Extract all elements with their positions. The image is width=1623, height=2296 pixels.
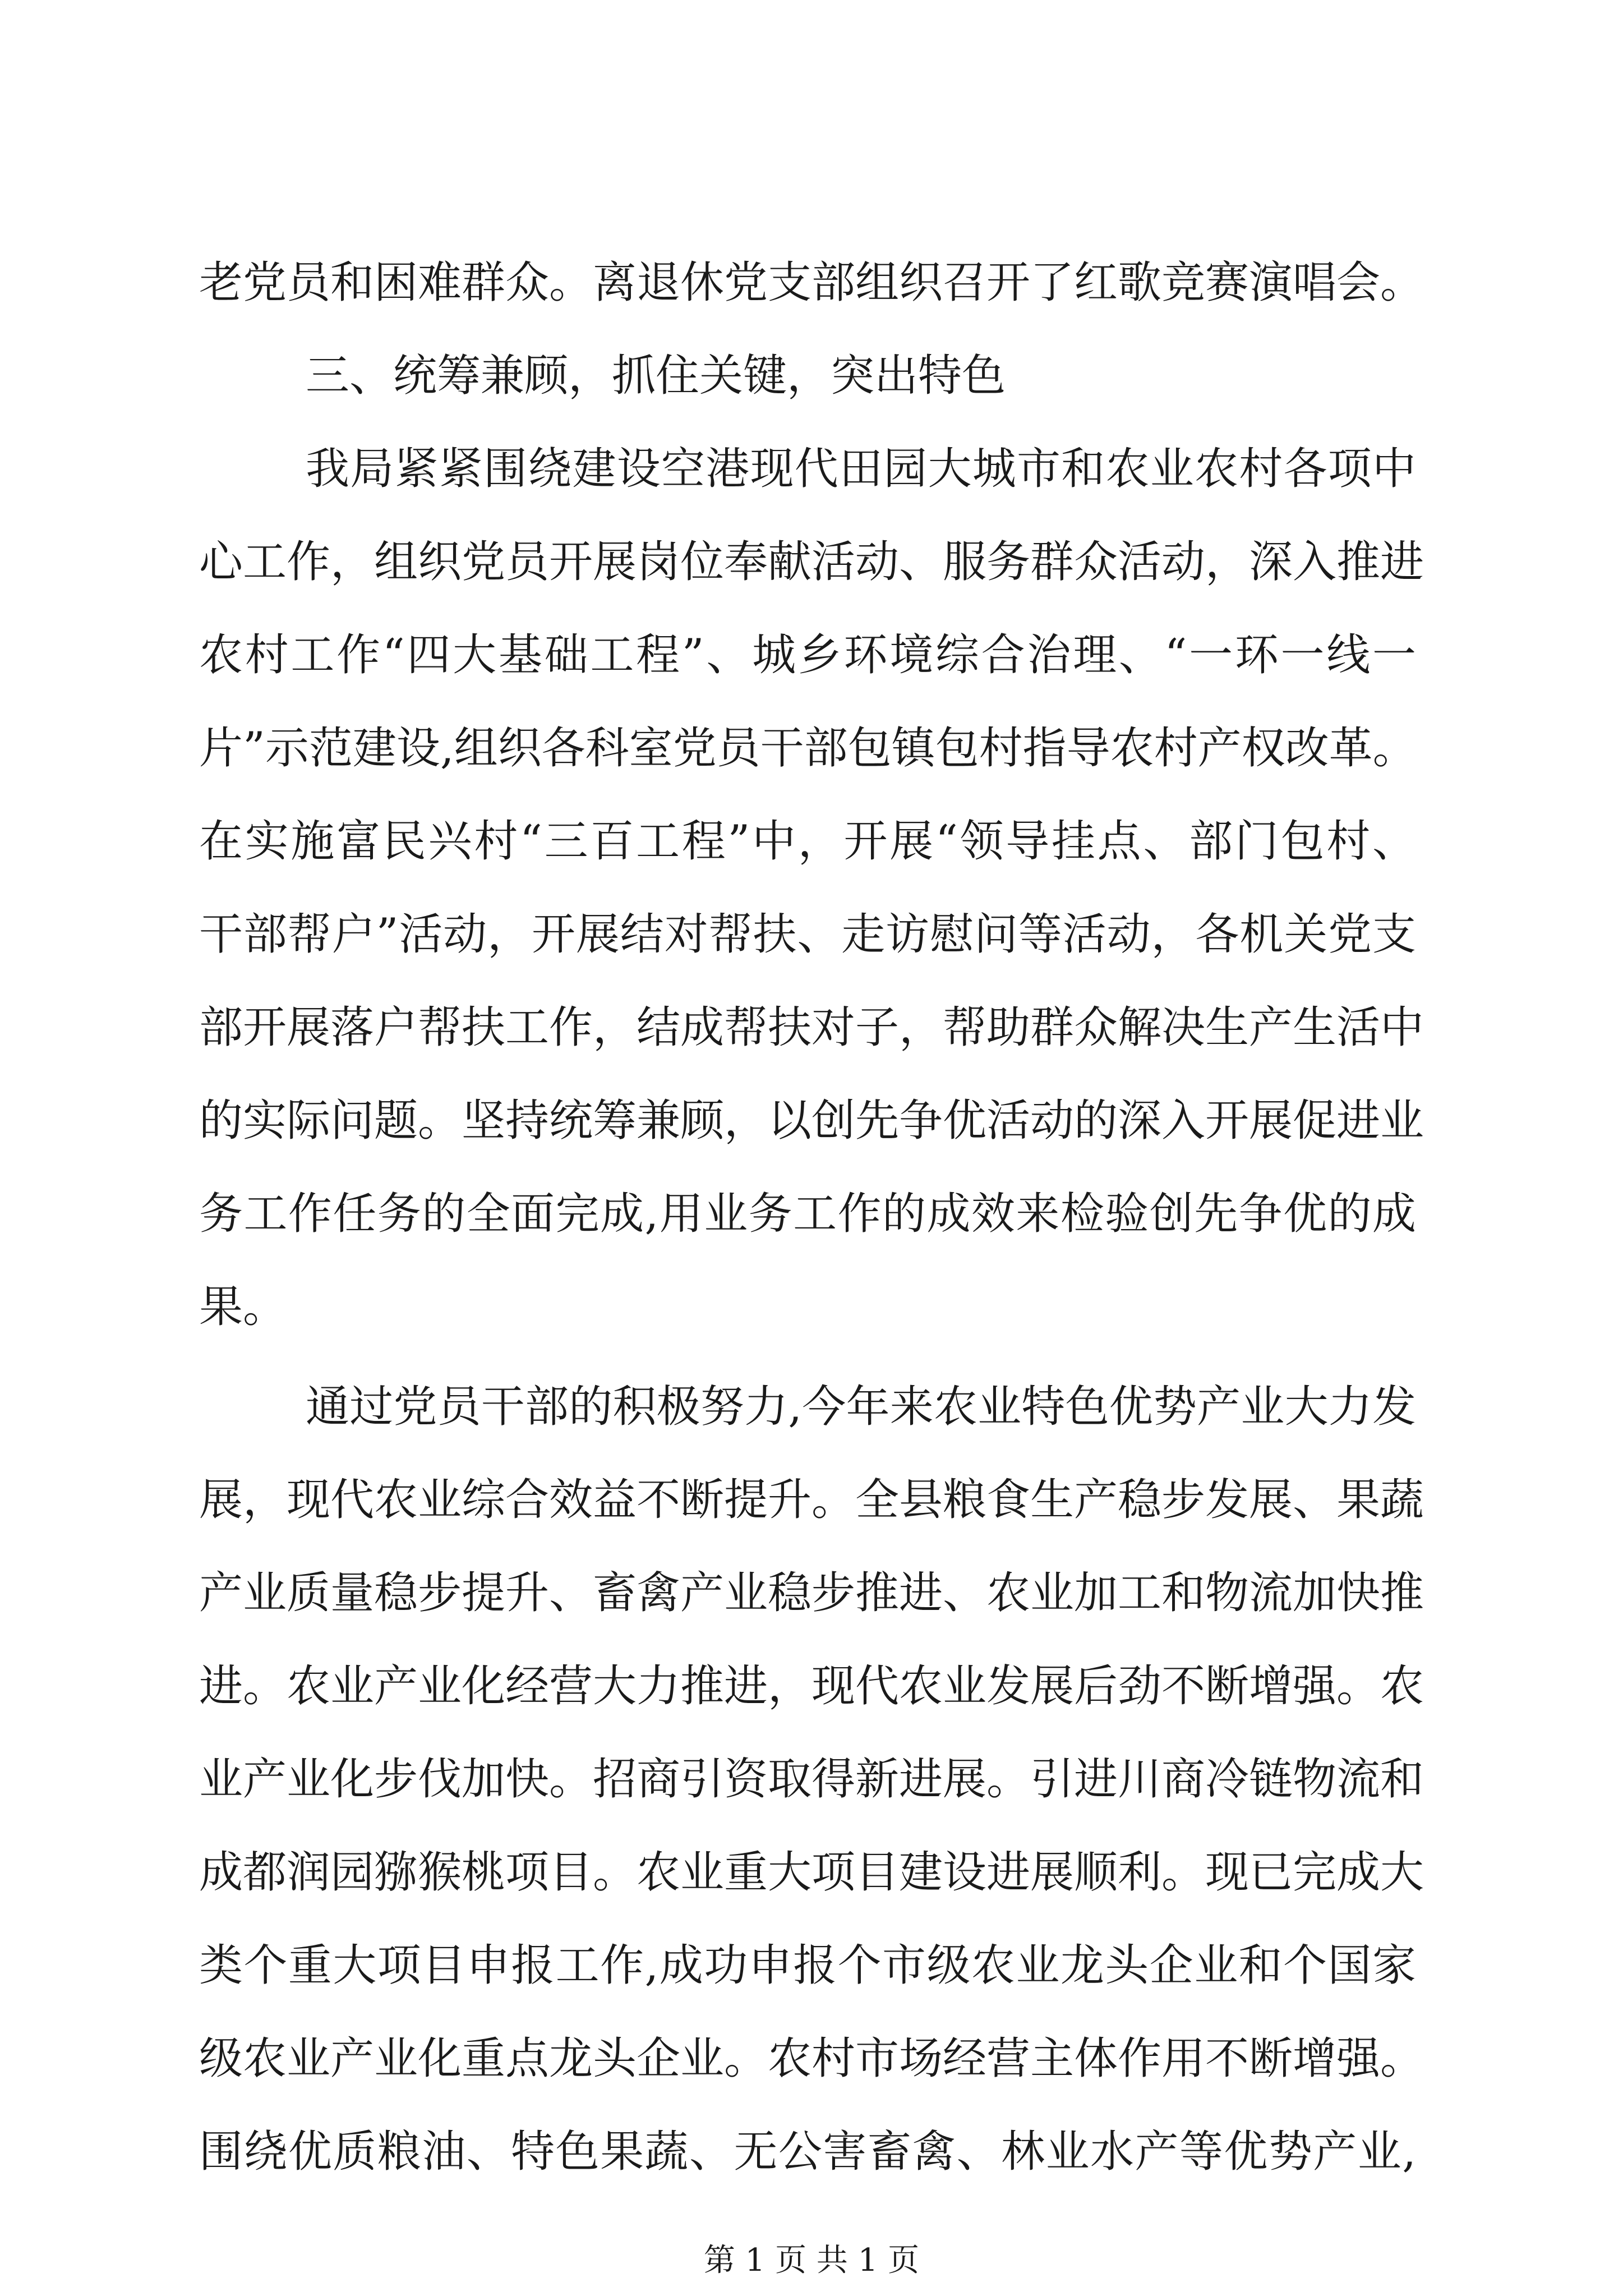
- text-line: 农村工作“四大基础工程”、城乡环境综合治理、“一环一线一: [199, 630, 1416, 680]
- text-line: 我局紧紧围绕建设空港现代田园大城市和农业农村各项中: [306, 444, 1416, 494]
- text-line: 业产业化步伐加快。招商引资取得新进展。引进川商冷链物流和: [199, 1754, 1424, 1805]
- text-line: 进。农业产业化经营大力推进，现代农业发展后劲不断增强。农: [199, 1661, 1424, 1711]
- text-line: 成都润园猕猴桃项目。农业重大项目建设进展顺利。现已完成大: [199, 1847, 1424, 1898]
- text-line: 务工作任务的全面完成,用业务工作的成效来检验创先争优的成: [199, 1189, 1416, 1239]
- section-heading: 三、统筹兼顾，抓住关键，突出特色: [306, 351, 1006, 401]
- text-line: 干部帮户”活动，开展结对帮扶、走访慰问等活动，各机关党支: [199, 909, 1416, 960]
- text-line: 心工作，组织党员开展岗位奉献活动、服务群众活动，深入推进: [199, 537, 1424, 587]
- text-line: 果。: [199, 1282, 287, 1332]
- text-line: 类个重大项目申报工作,成功申报个市级农业龙头企业和个国家: [199, 1940, 1416, 1991]
- text-line: 通过党员干部的积极努力,今年来农业特色优势产业大力发: [306, 1382, 1416, 1432]
- text-line: 片”示范建设,组织各科室党员干部包镇包村指导农村产权改革。: [199, 723, 1417, 774]
- text-line: 展，现代农业综合效益不断提升。全县粮食生产稳步发展、果蔬: [199, 1475, 1424, 1525]
- text-line: 部开展落户帮扶工作，结成帮扶对子，帮助群众解决生产生活中: [199, 1002, 1424, 1053]
- text-line: 级农业产业化重点龙头企业。农村市场经营主体作用不断增强。: [199, 2033, 1424, 2084]
- text-line: 的实际问题。坚持统筹兼顾，以创先争优活动的深入开展促进业: [199, 1096, 1424, 1146]
- page-number: 第 1 页 共 1 页: [703, 2242, 920, 2279]
- text-line: 围绕优质粮油、特色果蔬、无公害畜禽、林业水产等优势产业,: [199, 2127, 1416, 2177]
- text-line: 老党员和困难群众。离退休党支部组织召开了红歌竞赛演唱会。: [199, 257, 1424, 308]
- page-footer: [0, 2235, 1623, 2286]
- text-line: 产业质量稳步提升、畜禽产业稳步推进、农业加工和物流加快推: [199, 1568, 1424, 1618]
- text-line: 在实施富民兴村“三百工程”中，开展“领导挂点、部门包村、: [199, 816, 1416, 867]
